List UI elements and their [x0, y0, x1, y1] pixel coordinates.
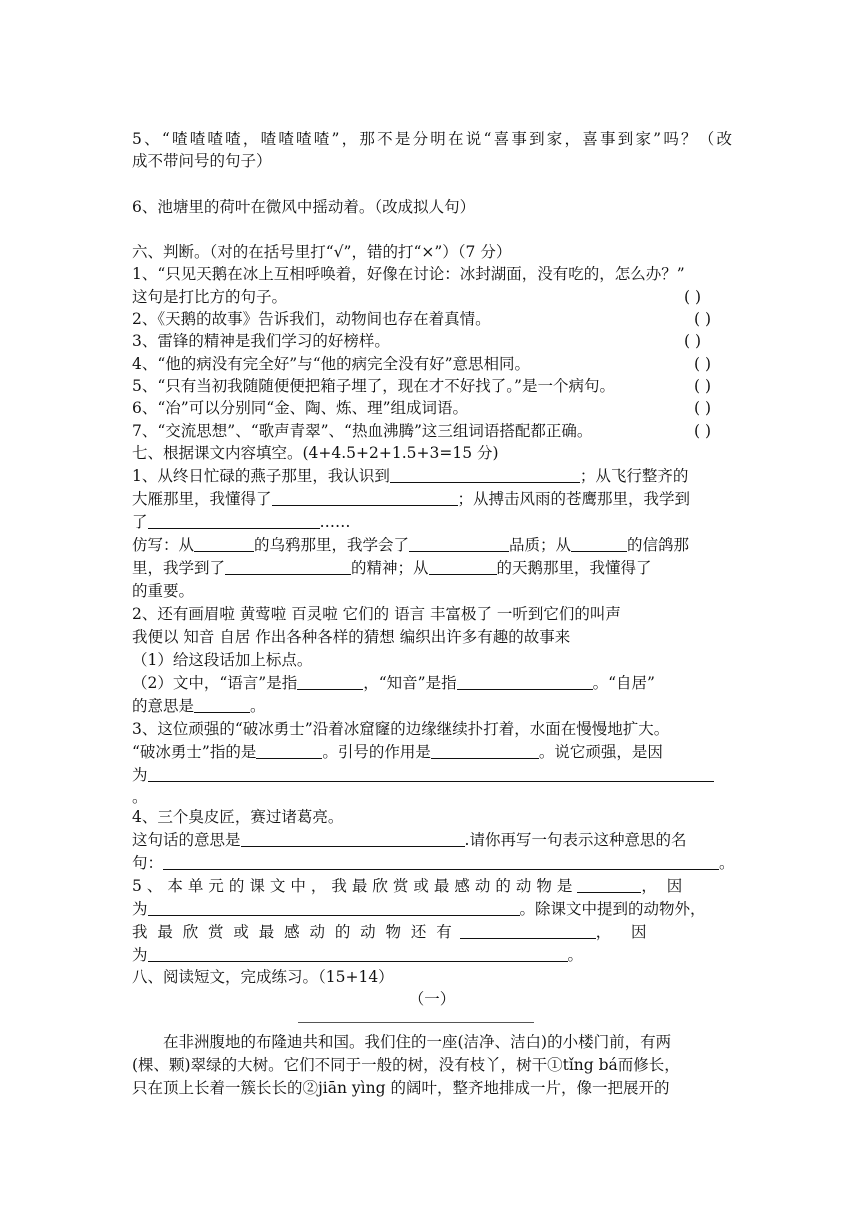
fill-q5-blank-4[interactable]	[148, 945, 568, 962]
judge-item-5: 5、“只有当初我随随便便把箱子埋了，现在才不好找了。”是一个病句。	[132, 377, 615, 395]
fill-q2-line2: 我便以 知音 自居 作出各种各样的猜想 编织出许多有趣的故事来	[132, 628, 571, 646]
judge-item-1b: 这句是打比方的句子。	[132, 288, 288, 306]
reading-sub-one: （一）	[408, 990, 456, 1008]
fill-imitate-blank-4[interactable]	[225, 558, 351, 575]
reading-heading: 八、阅读短文，完成练习。（15+14）	[132, 968, 394, 986]
fill-q5-text-b: ， 因	[641, 877, 683, 895]
fill-q3-text-d: 为	[132, 766, 148, 784]
q5-rewrite-line2: 成不带问号的句子）	[132, 152, 272, 170]
reading-divider	[298, 1022, 534, 1023]
fill-q1-blank-1[interactable]	[390, 466, 580, 483]
fill-q3-line4: 。	[132, 788, 148, 806]
fill-q5-text-f: ， 因	[595, 923, 647, 941]
fill-q3-line1: 3、这位顽强的“破冰勇士”沿着冰窟窿的边缘继续扑打着，水面在慢慢地扩大。	[132, 720, 670, 738]
fill-q2-text-d: 的意思是	[132, 697, 195, 715]
fill-q4-text-d: 。	[719, 854, 735, 872]
judge-paren-5[interactable]: ( )	[694, 377, 712, 395]
fill-q1-text-e: 了	[132, 513, 148, 531]
judge-item-7: 7、“交流思想”、“歌声青翠”、“热血沸腾”这三组词语搭配都正确。	[132, 422, 593, 440]
fill-q5-line3	[132, 921, 732, 943]
fill-q4-text-b: .请你再写一句表示这种意思的名	[464, 831, 687, 849]
fill-imitate-text-b: 的乌鸦那里，我学会了	[254, 536, 410, 554]
fill-imitate-blank-2[interactable]	[409, 535, 509, 552]
q6-personify: 6、池塘里的荷叶在微风中摇动着。（改成拟人句）	[132, 198, 476, 216]
fill-q4-blank-1[interactable]	[241, 830, 465, 847]
fill-q4-blank-2[interactable]	[163, 853, 719, 870]
fill-q4-line3	[132, 852, 735, 874]
fill-imitate-text-e: 里，我学到了	[132, 559, 226, 577]
fill-q5-text-h: 。	[567, 946, 584, 964]
fill-q4-line2	[132, 829, 732, 851]
fill-q5-text-a: 5、本单元的课文中，我最欣赏或最感动的动物是	[132, 877, 578, 895]
fill-q2-blank-2[interactable]	[457, 673, 593, 690]
fill-q1-text-d: ；从搏击风雨的苍鹰那里，我学到	[457, 490, 691, 508]
fill-imitate-text-d: 的信鸽那	[627, 536, 690, 554]
fill-q4-text-c: 句：	[132, 854, 164, 872]
fill-q2-line1: 2、还有画眉啦 黄莺啦 百灵啦 它们的 语言 丰富极了 一听到它们的叫声	[132, 605, 621, 623]
fill-imitate-text-g: 的天鹅那里，我懂得了	[496, 559, 652, 577]
fill-q2-blank-1[interactable]	[297, 673, 363, 690]
reading-para-line1: 在非洲腹地的布隆迪共和国。我们住的一座(洁净、洁白)的小楼门前，有两	[163, 1033, 672, 1051]
fill-imitate-line2	[132, 557, 732, 579]
fill-q5-line2	[132, 898, 732, 920]
fill-q3-line2	[132, 741, 732, 763]
fill-q5-text-g: 为	[132, 946, 148, 964]
fill-q2-text-b: ，“知音”是指	[363, 674, 457, 692]
fill-q5-line4	[132, 944, 732, 966]
judge-item-6: 6、“冶”可以分别同“金、陶、炼、理”组成词语。	[132, 399, 469, 417]
reading-para-line3: 只在顶上长着一簇长长的②jiān yìng 的阔叶，整齐地排成一片，像一把展开的	[132, 1079, 670, 1097]
fill-q5-blank-3[interactable]	[460, 922, 596, 939]
judge-paren-1[interactable]: ( )	[684, 288, 702, 306]
fill-q2-text-c: 。“自居”	[592, 674, 655, 692]
fill-q1-line2	[132, 488, 732, 510]
judge-paren-4[interactable]: ( )	[694, 355, 712, 373]
fill-q4-text-a: 这句话的意思是	[132, 831, 241, 849]
fill-q1-text-b: ；从飞行整齐的	[579, 467, 689, 485]
fill-q3-blank-2[interactable]	[431, 742, 539, 759]
judge-paren-6[interactable]: ( )	[694, 399, 712, 417]
fill-q3-line3	[132, 764, 732, 786]
fill-q2-sub2-line2	[132, 695, 732, 717]
fill-q1-blank-3[interactable]	[148, 512, 320, 529]
fill-q2-blank-3[interactable]	[194, 696, 250, 713]
fill-imitate-text-c: 品质；从	[509, 536, 572, 554]
reading-para-line2: (棵、颗)翠绿的大树。它们不同于一般的树，没有枝丫，树干①tǐng bá而修长，	[132, 1056, 680, 1074]
fill-q4-line1: 4、三个臭皮匠，赛过诸葛亮。	[132, 808, 344, 826]
fill-q3-text-c: 。说它顽强，是因	[538, 743, 663, 761]
judge-paren-2[interactable]: ( )	[694, 310, 712, 328]
fill-q1-text-f: ……	[319, 513, 351, 531]
judge-item-2: 2、《天鹅的故事》告诉我们，动物间也存在着真情。	[132, 310, 491, 328]
fill-q1-line3	[132, 511, 732, 533]
fill-q2-text-e: 。	[250, 697, 266, 715]
fill-q5-blank-1[interactable]	[577, 876, 641, 893]
fill-q5-text-e: 我 最 欣 赏 或 最 感 动 的 动 物 还 有	[132, 923, 452, 941]
fill-q1-line1	[132, 465, 732, 487]
fill-q1-blank-2[interactable]	[272, 489, 458, 506]
judge-heading: 六、判断。（对的在括号里打“√”，错的打“×”）（7 分）	[132, 243, 512, 261]
fill-q3-text-a: “破冰勇士”指的是	[132, 743, 257, 761]
q5-rewrite-line1: 5、“喳喳喳喳，喳喳喳喳”，那不是分明在说“喜事到家，喜事到家”吗？（改	[132, 130, 732, 148]
fill-q2-sub1: （1）给这段话加上标点。	[132, 651, 313, 669]
fill-imitate-line1	[132, 534, 732, 556]
fill-q5-blank-2[interactable]	[148, 899, 520, 916]
judge-item-3: 3、雷锋的精神是我们学习的好榜样。	[132, 332, 390, 350]
fill-q3-text-b: 。引号的作用是	[322, 743, 431, 761]
fill-q2-text-a: （2）文中，“语言”是指	[132, 674, 298, 692]
fill-q5-line1	[132, 875, 732, 897]
fill-imitate-text-f: 的精神；从	[351, 559, 429, 577]
judge-paren-3[interactable]: ( )	[684, 332, 702, 350]
fill-q5-text-c: 为	[132, 900, 148, 918]
fill-imitate-text-a: 仿写：从	[132, 536, 195, 554]
fill-q3-blank-1[interactable]	[256, 742, 322, 759]
fill-imitate-blank-5[interactable]	[429, 558, 497, 575]
judge-item-4: 4、“他的病没有完全好”与“他的病完全没有好”意思相同。	[132, 355, 531, 373]
fill-q1-text-a: 1、从终日忙碌的燕子那里，我认识到	[132, 467, 390, 485]
fill-q2-sub2-line1	[132, 672, 732, 694]
fill-imitate-line3: 的重要。	[132, 582, 195, 600]
judge-item-1a: 1、“只见天鹅在冰上互相呼唤着，好像在讨论：冰封湖面，没有吃的，怎么办？”	[132, 265, 685, 283]
fill-q1-text-c: 大雁那里，我懂得了	[132, 490, 272, 508]
fill-q3-blank-3[interactable]	[148, 765, 714, 782]
fill-q5-text-d: 。除课文中提到的动物外，	[519, 900, 706, 918]
judge-paren-7[interactable]: ( )	[694, 422, 712, 440]
fill-imitate-blank-1[interactable]	[194, 535, 254, 552]
fill-heading: 七、根据课文内容填空。(4+4.5+2+1.5+3=15 分)	[132, 444, 499, 462]
fill-imitate-blank-3[interactable]	[571, 535, 627, 552]
